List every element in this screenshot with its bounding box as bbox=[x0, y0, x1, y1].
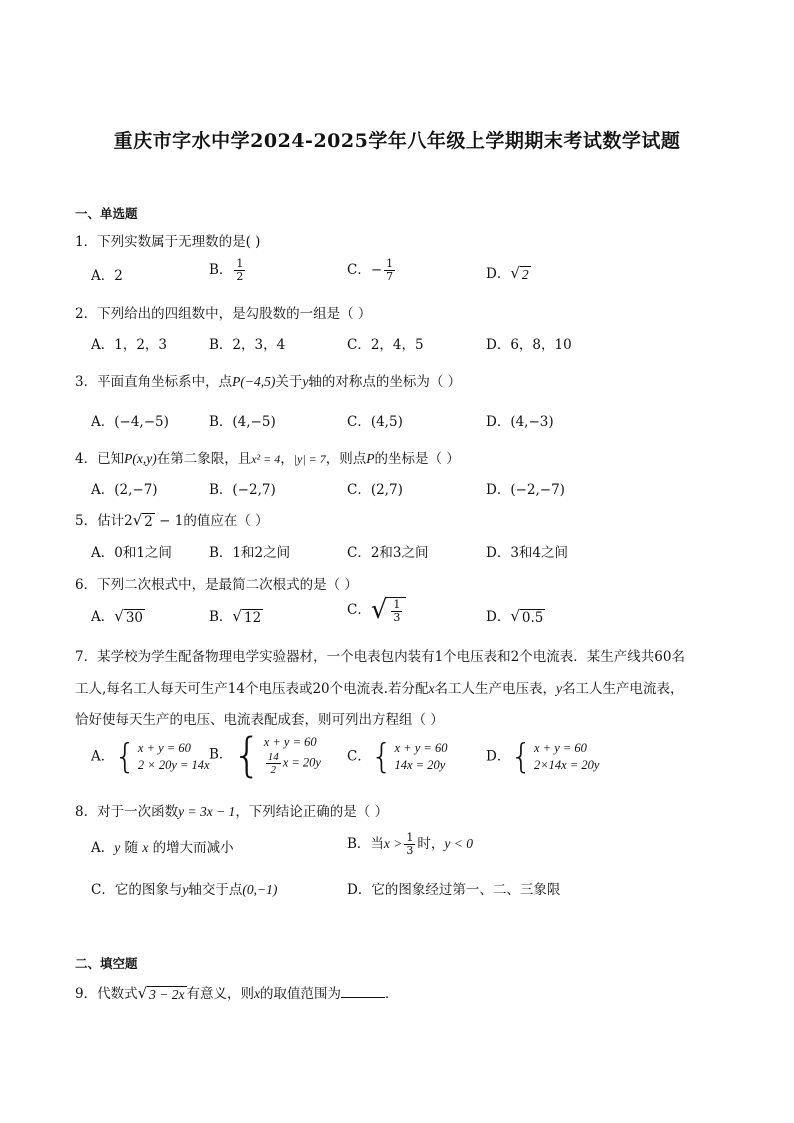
math-var: x bbox=[142, 840, 149, 855]
math-inequality: x > bbox=[383, 836, 403, 852]
fraction bbox=[384, 258, 395, 283]
option-b[interactable] bbox=[209, 258, 247, 283]
option-a[interactable]: A．(−4,−5) bbox=[91, 414, 169, 430]
fraction bbox=[391, 599, 402, 624]
option-a[interactable] bbox=[91, 737, 210, 777]
math-equation: x² = 4 bbox=[251, 452, 281, 466]
option-label: C．− bbox=[347, 262, 383, 279]
equation: x + y = 60 bbox=[137, 741, 191, 756]
radicand: 2 bbox=[144, 513, 153, 530]
math-var: y bbox=[114, 840, 121, 855]
stem-text: 轴的对称点的坐标为（ ） bbox=[308, 374, 462, 390]
fraction bbox=[266, 751, 281, 776]
option-a[interactable]: A．(2,−7) bbox=[91, 482, 158, 498]
question-3-options bbox=[91, 410, 731, 440]
stem-text: 的坐标是（ ） bbox=[374, 451, 460, 467]
equation: x + y = 60 bbox=[394, 741, 448, 756]
option-b[interactable]: B．(4,−5) bbox=[209, 414, 276, 430]
question-7-options bbox=[91, 728, 731, 788]
equation-system bbox=[370, 737, 448, 777]
stem-text: 的值应在（ ） bbox=[183, 513, 269, 529]
stem-text: ． bbox=[385, 986, 399, 1002]
square-root: √ 12 bbox=[232, 606, 262, 626]
option-d[interactable]: D．3和4之间 bbox=[486, 545, 569, 561]
option-c[interactable] bbox=[347, 737, 448, 777]
option-a[interactable] bbox=[91, 836, 234, 856]
option-label: D． bbox=[486, 609, 511, 625]
question-4-options bbox=[91, 478, 731, 508]
section-heading-fill-in: 二、填空题 bbox=[75, 956, 138, 971]
denominator: 2 bbox=[270, 763, 276, 776]
radicand: 2 bbox=[521, 266, 529, 282]
equation-system bbox=[114, 737, 210, 777]
radicand: 0.5 bbox=[521, 609, 544, 626]
option-label: D． bbox=[486, 748, 511, 765]
brace-icon: { bbox=[370, 737, 393, 777]
option-c[interactable]: C．2，4，5 bbox=[347, 337, 424, 353]
option-b[interactable] bbox=[209, 605, 263, 626]
equation: x + y = 60 bbox=[263, 734, 317, 749]
math-equation: |y| = 7 bbox=[293, 452, 326, 466]
stem-text: 9．代数式 bbox=[75, 986, 138, 1002]
option-label: B． bbox=[209, 746, 233, 763]
question-7-line-2 bbox=[75, 677, 683, 697]
option-text: 轴交于点 bbox=[188, 882, 243, 898]
brace-icon: { bbox=[114, 737, 136, 777]
square-root: √ 30 bbox=[114, 606, 143, 626]
question-2-stem: 2．下列给出的四组数中，是勾股数的一组是（ ） bbox=[75, 306, 372, 322]
stem-text: ，下列结论正确的是（ ） bbox=[235, 804, 389, 820]
math-point: P(−4,5) bbox=[232, 374, 276, 389]
fraction bbox=[234, 258, 245, 283]
denominator: 7 bbox=[386, 270, 394, 284]
square-root: √ 2 bbox=[132, 510, 153, 530]
option-label: A． bbox=[91, 840, 115, 856]
math-function: y = 3x − 1 bbox=[178, 804, 236, 819]
stem-text: 4．已知 bbox=[75, 451, 125, 467]
equation: 2 × 20y = 14x bbox=[137, 758, 210, 772]
option-label: B．当 bbox=[347, 836, 384, 853]
math-var: x bbox=[428, 681, 435, 696]
question-2-options bbox=[91, 333, 731, 363]
math-var: y bbox=[182, 882, 189, 897]
question-9-stem bbox=[75, 982, 399, 1003]
option-b[interactable]: B．(−2,7) bbox=[209, 482, 276, 498]
stem-text: 有意义，则 bbox=[186, 986, 255, 1002]
option-text: 随 bbox=[120, 840, 143, 856]
question-5-options bbox=[91, 541, 731, 571]
denominator: 3 bbox=[393, 611, 401, 625]
section-heading-single-choice: 一、单选题 bbox=[75, 206, 138, 221]
option-a[interactable]: A．1，2，3 bbox=[91, 337, 168, 353]
denominator: 2 bbox=[236, 270, 244, 284]
stem-text: ，则点 bbox=[325, 451, 367, 467]
option-text: 时， bbox=[417, 836, 445, 853]
equation-system bbox=[510, 737, 600, 777]
question-1-stem: 1．下列实数属于无理数的是( ) bbox=[75, 234, 261, 250]
math-tail: − 1 bbox=[154, 513, 184, 529]
option-text: 的增大而减小 bbox=[148, 840, 234, 856]
equation: x + y = 60 bbox=[533, 741, 587, 756]
square-root: √ 0.5 bbox=[510, 606, 544, 626]
stem-text: 3．平面直角坐标系中，点 bbox=[75, 374, 233, 390]
brace-icon: { bbox=[232, 728, 262, 782]
square-root: √ 3 − 2x bbox=[137, 983, 185, 1002]
stem-text: 名工人生产电压表， bbox=[434, 681, 556, 697]
stem-text: 8．对于一次函数 bbox=[75, 804, 179, 820]
option-d[interactable]: D．6，8，10 bbox=[486, 337, 572, 353]
option-label: B． bbox=[209, 262, 233, 279]
square-root: √ 2 bbox=[510, 263, 529, 282]
option-c[interactable]: C．2和3之间 bbox=[347, 545, 429, 561]
stem-text: 工人,每名工人每天可生产14个电压表或20个电流表.若分配 bbox=[75, 681, 429, 697]
equation bbox=[264, 751, 321, 776]
question-3-stem bbox=[75, 370, 461, 390]
question-4-stem bbox=[75, 447, 460, 467]
question-8-options-row-2 bbox=[91, 878, 731, 908]
math-var: y bbox=[302, 374, 309, 389]
numerator: 1 bbox=[406, 831, 414, 844]
option-c[interactable]: C．(4,5) bbox=[347, 414, 403, 430]
option-c[interactable] bbox=[91, 878, 277, 898]
stem-text: 在第二象限，且 bbox=[156, 451, 252, 467]
math-var: P bbox=[366, 451, 375, 466]
equation-system bbox=[232, 728, 321, 782]
option-label: C． bbox=[347, 748, 371, 765]
equation-tail: x = 20y bbox=[282, 755, 321, 770]
question-7-line-3: 恰好使每天生产的电压、电流表配成套，则可列出方程组（ ） bbox=[75, 712, 444, 728]
question-8-options-row-1 bbox=[91, 832, 731, 868]
question-1-options bbox=[91, 258, 731, 288]
math-var: x bbox=[254, 986, 261, 1001]
numerator: 1 bbox=[393, 598, 401, 611]
option-d[interactable] bbox=[486, 737, 600, 777]
answer-blank[interactable] bbox=[341, 985, 385, 998]
numerator: 1 bbox=[236, 257, 244, 270]
option-a[interactable]: A．2 bbox=[91, 268, 123, 284]
stem-text: 的取值范围为 bbox=[260, 986, 342, 1002]
option-c[interactable] bbox=[347, 258, 397, 283]
question-6-stem: 6．下列二次根式中，是最简二次根式的是（ ） bbox=[75, 577, 358, 593]
fraction bbox=[404, 832, 415, 857]
page-title: 重庆市字水中学2024-2025学年八年级上学期期末考试数学试题 bbox=[113, 130, 681, 152]
option-b[interactable] bbox=[209, 728, 321, 782]
option-a[interactable] bbox=[91, 605, 145, 626]
radicand: 3 − 2x bbox=[149, 986, 185, 1002]
option-label: D． bbox=[486, 266, 511, 282]
option-label: A． bbox=[91, 748, 115, 765]
option-d[interactable]: D．它的图象经过第一、二、三象限 bbox=[347, 882, 561, 898]
math-inequality: y < 0 bbox=[444, 836, 474, 852]
option-b[interactable]: B．2，3，4 bbox=[209, 337, 286, 353]
stem-text: ， bbox=[280, 451, 294, 467]
question-5-stem bbox=[75, 509, 269, 530]
math-point: (0,−1) bbox=[242, 882, 278, 897]
stem-text: 5．估计 bbox=[75, 513, 125, 529]
option-label: A． bbox=[91, 609, 115, 625]
option-label: C．它的图象与 bbox=[91, 882, 183, 898]
option-d[interactable]: D．(−2,−7) bbox=[486, 482, 565, 498]
radicand: 12 bbox=[243, 609, 262, 626]
stem-text: 关于 bbox=[275, 374, 303, 390]
denominator: 3 bbox=[406, 844, 414, 858]
square-root: √ $\frac{1}{3}$ bbox=[371, 597, 407, 624]
numerator: 1 bbox=[386, 257, 394, 270]
option-c[interactable]: C．(2,7) bbox=[347, 482, 403, 498]
option-d[interactable]: D．(4,−3) bbox=[486, 414, 554, 430]
option-d[interactable] bbox=[486, 262, 531, 283]
question-6-options bbox=[91, 595, 731, 633]
equation: 14x = 20y bbox=[394, 758, 446, 772]
numerator: 14 bbox=[267, 750, 279, 763]
option-b[interactable]: B．1和2之间 bbox=[209, 545, 291, 561]
coefficient: 2 bbox=[124, 513, 133, 529]
brace-icon: { bbox=[510, 737, 532, 777]
radicand: 30 bbox=[125, 609, 143, 626]
question-8-stem bbox=[75, 800, 388, 820]
option-label: C． bbox=[347, 602, 371, 619]
option-label: B． bbox=[209, 609, 233, 625]
option-b[interactable] bbox=[347, 832, 473, 857]
option-d[interactable] bbox=[486, 605, 545, 626]
question-7-line-1: 7．某学校为学生配备物理电学实验器材，一个电表包内装有1个电压表和2个电流表．某生产线共60名 bbox=[75, 649, 685, 665]
equation: 2×14x = 20y bbox=[533, 758, 600, 772]
stem-text: 名工人生产电流表， bbox=[561, 681, 684, 697]
math-var: y bbox=[555, 681, 562, 696]
option-a[interactable]: A．0和1之间 bbox=[91, 545, 172, 561]
math-point: P(x,y) bbox=[124, 451, 157, 466]
option-c[interactable] bbox=[347, 597, 406, 624]
